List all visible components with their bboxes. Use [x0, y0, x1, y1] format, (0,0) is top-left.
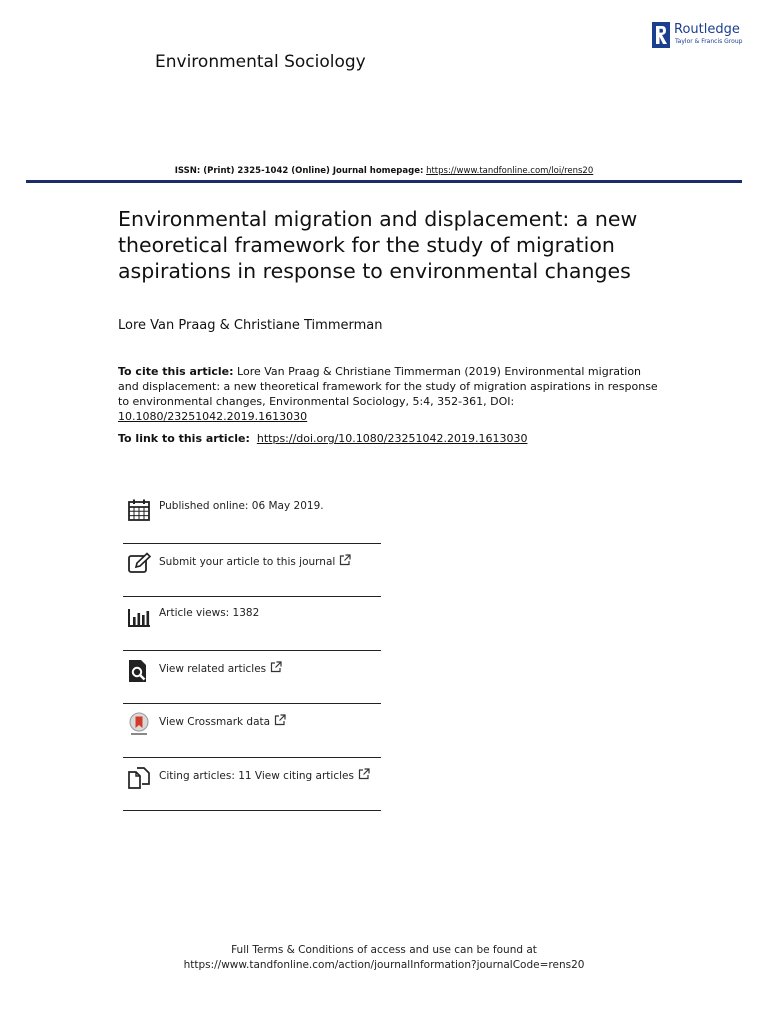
journal-homepage-link[interactable]: https://www.tandfonline.com/loi/rens20	[426, 166, 594, 176]
published-online-row	[123, 490, 381, 543]
publisher-subtitle: Taylor & Francis Group	[675, 38, 743, 45]
article-views-text: Article views: 1382	[159, 607, 260, 619]
citation-label: To cite this article:	[118, 365, 234, 378]
citing-articles-link[interactable]	[159, 768, 370, 782]
article-link-line	[118, 432, 527, 445]
citing-articles-row[interactable]	[123, 758, 381, 812]
submit-article-row[interactable]	[123, 544, 381, 598]
publisher-name: Routledge	[674, 22, 740, 37]
calendar-icon	[127, 498, 151, 522]
crossmark-row[interactable]	[123, 704, 381, 758]
article-info-list	[123, 490, 381, 811]
bar-chart-icon	[127, 605, 151, 629]
publisher-logo[interactable]	[652, 22, 748, 50]
article-views-row	[123, 597, 381, 651]
routledge-logo-icon	[652, 22, 670, 48]
terms-text: Full Terms & Conditions of access and use can be found at	[231, 944, 537, 956]
journal-title: Environmental Sociology	[155, 52, 366, 72]
crossmark-icon	[127, 712, 151, 736]
external-link-icon	[270, 661, 282, 673]
related-articles-icon	[127, 659, 151, 683]
external-link-icon	[274, 714, 286, 726]
submit-article-link[interactable]	[159, 554, 351, 568]
external-link-icon	[339, 554, 351, 566]
citing-articles-icon	[127, 766, 151, 790]
crossmark-link[interactable]	[159, 714, 286, 728]
related-articles-label: View related articles	[159, 662, 267, 675]
related-articles-link[interactable]	[159, 661, 282, 675]
external-link-icon	[358, 768, 370, 780]
terms-url[interactable]: https://www.tandfonline.com/action/journalInformation?journalCode=rens20	[183, 959, 585, 971]
edit-icon	[127, 552, 151, 576]
issn-label: ISSN: (Print) 2325-1042 (Online) Journal homepage:	[174, 166, 424, 176]
related-articles-row[interactable]	[123, 651, 381, 705]
citation-doi-link[interactable]: 10.1080/23251042.2019.1613030	[118, 410, 308, 423]
submit-article-label: Submit your article to this journal	[159, 555, 336, 568]
article-authors: Lore Van Praag & Christiane Timmerman	[118, 318, 383, 333]
published-online-text: Published online: 06 May 2019.	[159, 500, 324, 512]
header-divider	[26, 180, 742, 183]
terms-footer	[0, 943, 768, 973]
citation-block	[118, 364, 658, 424]
article-title: Environmental migration and displacement: a new theoretical framework for the study of migration aspirations in response to environmental changes	[118, 207, 638, 283]
article-doi-link[interactable]: https://doi.org/10.1080/23251042.2019.1613030	[256, 432, 528, 445]
citation-text: Lore Van Praag & Christiane Timmerman (2019) Environmental migration and displacement: a new theoretical framework for the study of migration aspirations in response to environmental changes, Environmental Sociology, 5:4, 352-361, DOI:	[118, 365, 658, 408]
citing-articles-label: Citing articles: 11 View citing articles	[159, 769, 354, 782]
crossmark-label: View Crossmark data	[159, 716, 271, 728]
article-link-label: To link to this article:	[118, 432, 250, 445]
issn-line	[0, 166, 768, 176]
